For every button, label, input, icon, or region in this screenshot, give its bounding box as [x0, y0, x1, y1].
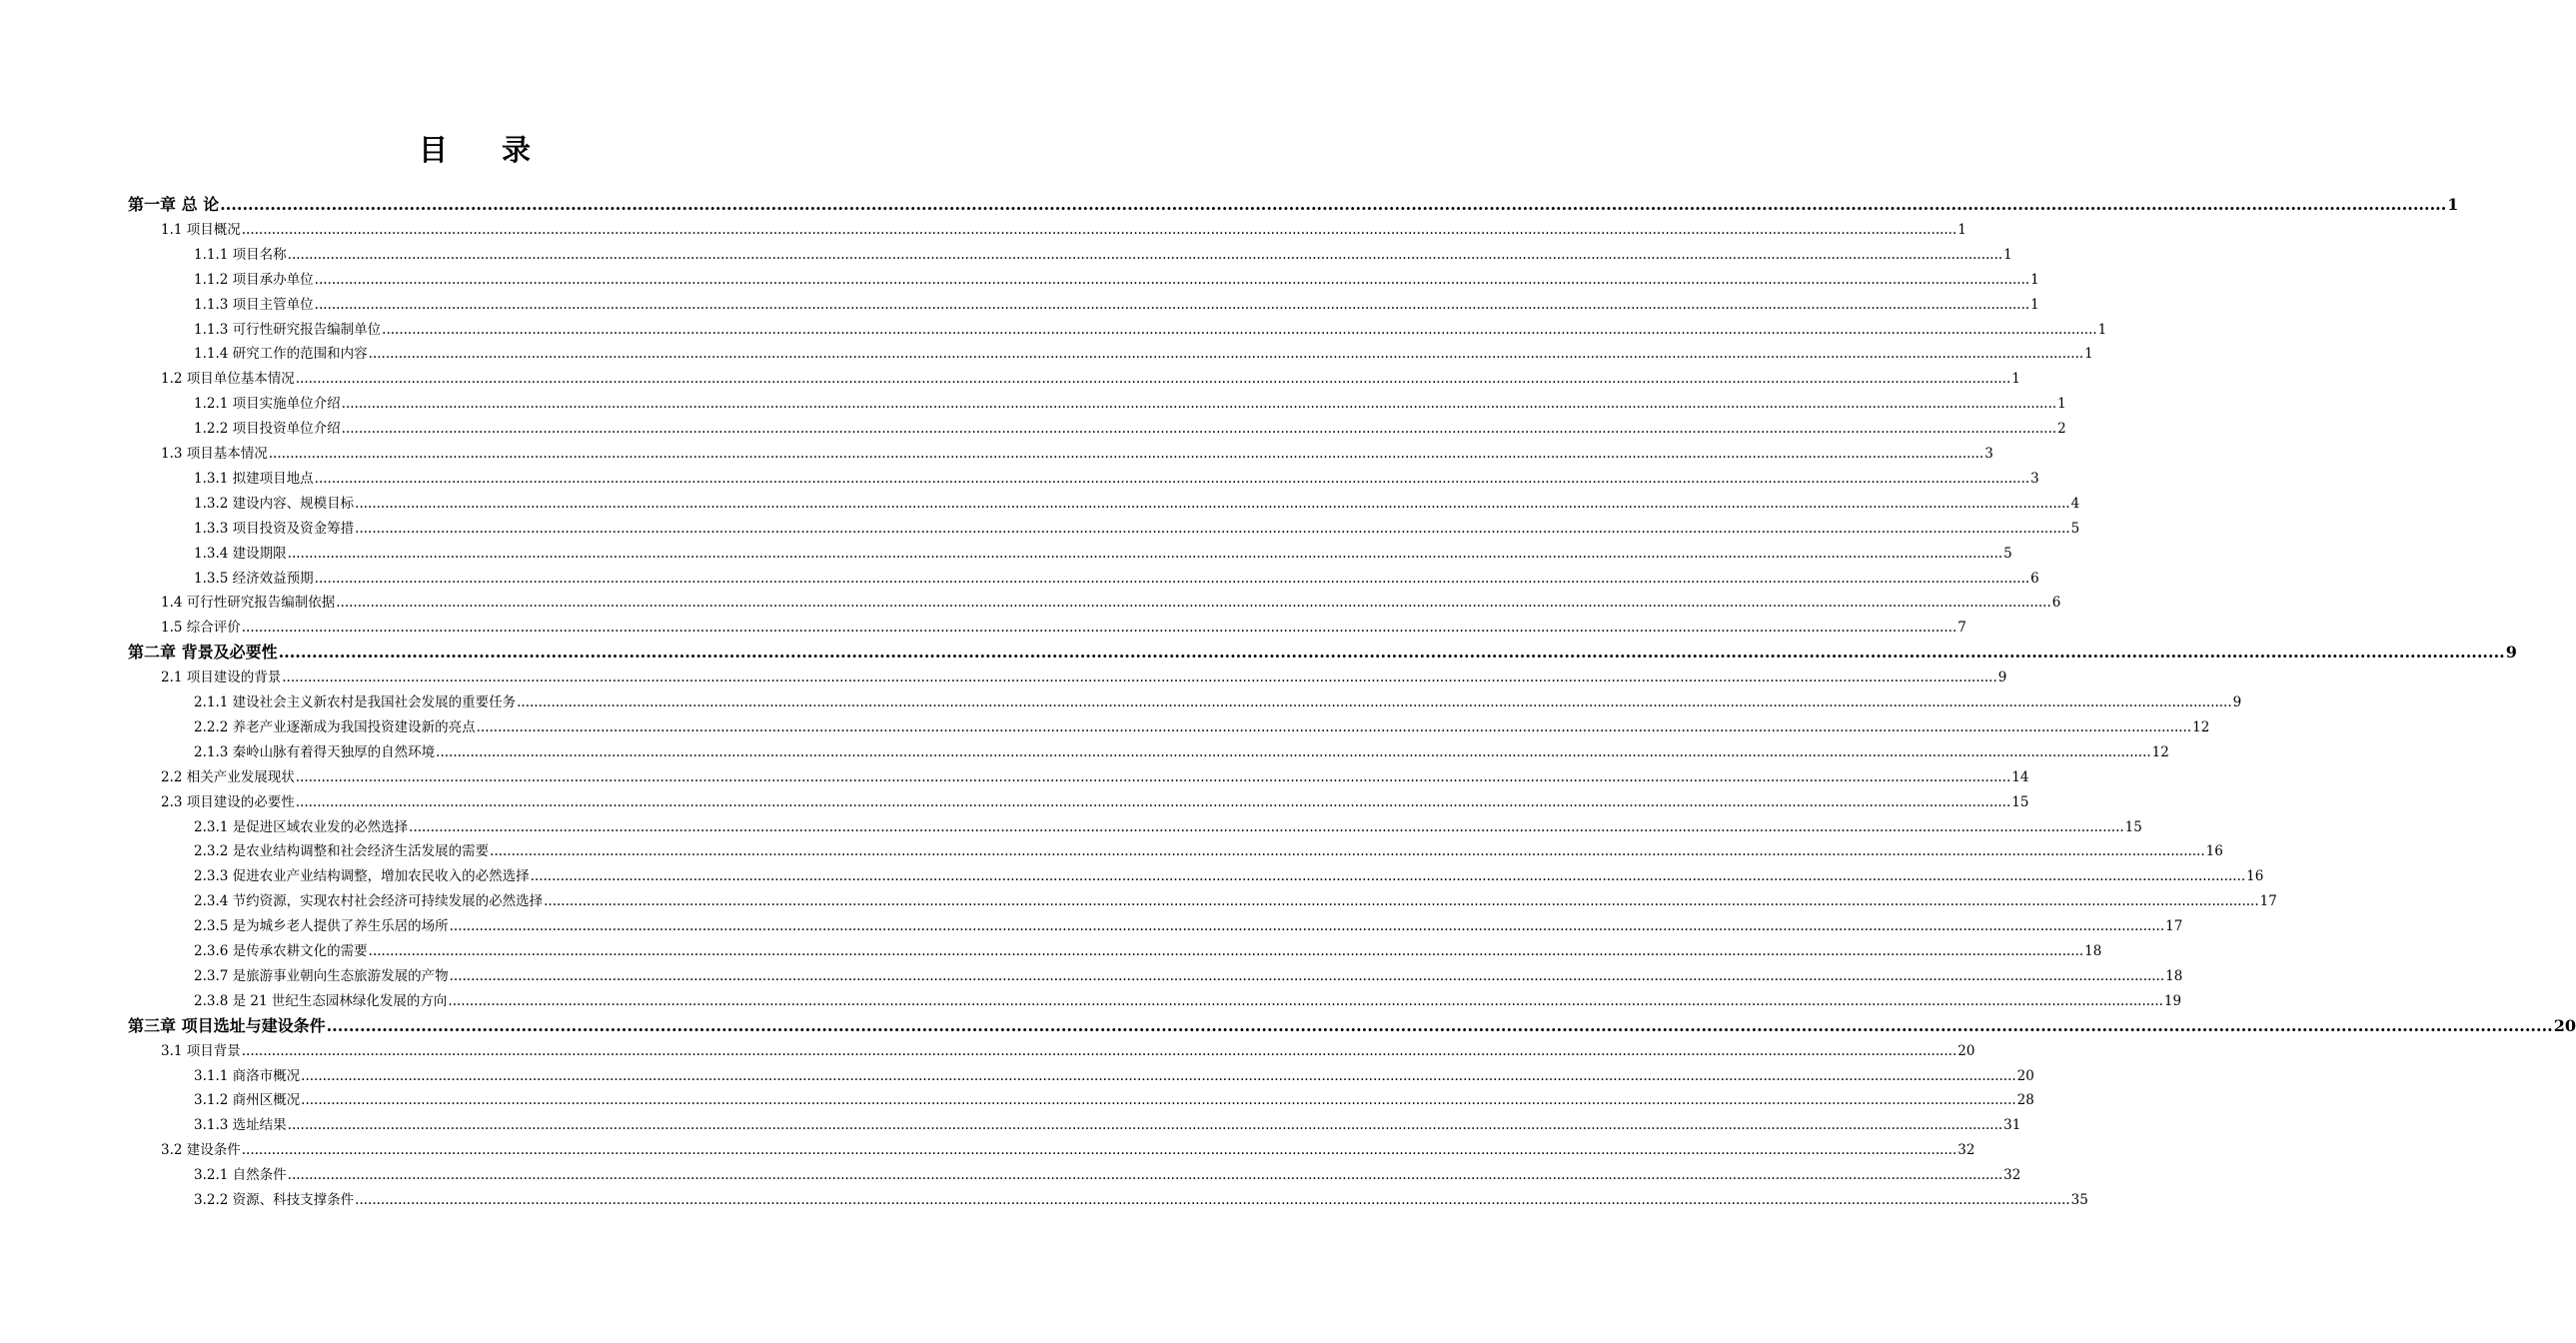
toc-dot-leader: ................................................................................................................................................................................................................................................................................................................................................................................................................ — [449, 918, 2165, 935]
toc-chapter-entry[interactable] — [128, 641, 2517, 665]
toc-section-entry[interactable] — [194, 964, 2183, 988]
toc-section-entry[interactable] — [194, 1064, 2034, 1088]
toc-section-entry[interactable] — [161, 218, 1966, 242]
toc-entry-label: 3.1.2 商州区概况 — [194, 1092, 301, 1109]
toc-entry-label: 1.1.3 项目主管单位 — [194, 296, 314, 313]
toc-entry-page-number: 1 — [2084, 346, 2093, 363]
toc-entry-label: 3.2.2 资源、科技支撑条件 — [194, 1192, 355, 1208]
toc-entry-page-number: 4 — [2070, 495, 2080, 512]
toc-section-entry[interactable] — [194, 864, 2264, 888]
toc-section-entry[interactable] — [194, 342, 2093, 366]
toc-dot-leader: ................................................................................................................................................................................................................................................................................................................................................................................................................ — [287, 545, 2003, 562]
toc-section-entry[interactable] — [194, 1188, 2088, 1212]
toc-section-entry[interactable] — [194, 939, 2102, 963]
toc-section-entry[interactable] — [161, 367, 2020, 391]
toc-title: 目 录 — [418, 133, 554, 167]
toc-entry-page-number: 20 — [2016, 1067, 2034, 1084]
toc-entry-label: 第一章 总 论 — [128, 195, 220, 214]
toc-dot-leader: ................................................................................................................................................................................................................................................................................................................................................................................................................ — [295, 793, 2011, 810]
toc-section-entry[interactable] — [161, 790, 2029, 814]
toc-entry-page-number: 3 — [2030, 470, 2039, 487]
toc-entry-label: 1.3 项目基本情况 — [161, 446, 268, 462]
toc-dot-leader: ................................................................................................................................................................................................................................................................................................................................................................................................................ — [287, 1117, 2003, 1134]
toc-section-entry[interactable] — [194, 392, 2066, 416]
toc-entry-page-number: 1 — [2030, 271, 2039, 288]
toc-entry-label: 1.1 项目概况 — [161, 221, 241, 238]
toc-entry-page-number: 9 — [1997, 670, 2007, 686]
toc-entry-label: 2.3 项目建设的必要性 — [161, 793, 295, 810]
toc-dot-leader: ................................................................................................................................................................................................................................................................................................................................................................................................................ — [287, 246, 2003, 263]
toc-section-entry[interactable] — [194, 417, 2066, 441]
toc-entry-page-number: 7 — [1957, 620, 1966, 637]
toc-dot-leader: ................................................................................................................................................................................................................................................................................................................................................................................................................ — [326, 1015, 2553, 1035]
toc-entry-label: 1.1.4 研究工作的范围和内容 — [194, 346, 368, 363]
toc-entry-label: 2.3.5 是为城乡老人提供了养生乐居的场所 — [194, 918, 449, 935]
toc-section-entry[interactable] — [194, 989, 2182, 1013]
toc-entry-page-number: 28 — [2016, 1092, 2034, 1109]
toc-dot-leader: ................................................................................................................................................................................................................................................................................................................................................................................................................ — [295, 371, 2011, 388]
toc-entry-page-number: 1 — [2447, 195, 2459, 214]
toc-dot-leader: ................................................................................................................................................................................................................................................................................................................................................................................................................ — [448, 992, 2163, 1009]
toc-entry-label: 2.3.4 节约资源，实现农村社会经济可持续发展的必然选择 — [194, 893, 544, 910]
toc-dot-leader: ................................................................................................................................................................................................................................................................................................................................................................................................................ — [268, 446, 1984, 462]
toc-section-entry[interactable] — [161, 591, 2061, 615]
toc-section-entry[interactable] — [194, 542, 2012, 566]
toc-dot-leader: ................................................................................................................................................................................................................................................................................................................................................................................................................ — [314, 470, 2030, 487]
toc-entry-page-number: 14 — [2011, 768, 2029, 785]
toc-section-entry[interactable] — [194, 914, 2183, 938]
toc-section-entry[interactable] — [194, 243, 2012, 267]
toc-dot-leader: ................................................................................................................................................................................................................................................................................................................................................................................................................ — [282, 670, 1997, 686]
toc-entry-page-number: 12 — [2151, 743, 2169, 760]
toc-entry-page-number: 1 — [1957, 221, 1966, 238]
toc-entry-page-number: 15 — [2124, 818, 2142, 835]
toc-entry-label: 2.2 相关产业发展现状 — [161, 768, 295, 785]
toc-section-entry[interactable] — [161, 666, 2007, 689]
toc-dot-leader: ................................................................................................................................................................................................................................................................................................................................................................................................................ — [278, 643, 2505, 663]
toc-entry-page-number: 15 — [2011, 793, 2029, 810]
toc-entry-label: 2.1.1 建设社会主义新农村是我国社会发展的重要任务 — [194, 694, 517, 710]
toc-entry-label: 1.2.1 项目实施单位介绍 — [194, 396, 341, 413]
toc-dot-leader: ................................................................................................................................................................................................................................................................................................................................................................................................................ — [314, 296, 2030, 313]
toc-entry-label: 1.4 可行性研究报告编制依据 — [161, 595, 336, 612]
toc-section-entry[interactable] — [194, 690, 2242, 714]
toc-dot-leader: ................................................................................................................................................................................................................................................................................................................................................................................................................ — [314, 570, 2030, 587]
toc-entry-label: 2.1 项目建设的背景 — [161, 670, 282, 686]
toc-dot-leader: ................................................................................................................................................................................................................................................................................................................................................................................................................ — [287, 1167, 2003, 1184]
toc-section-entry[interactable] — [161, 1138, 1975, 1162]
toc-dot-leader: ................................................................................................................................................................................................................................................................................................................................................................................................................ — [476, 718, 2192, 735]
toc-entry-page-number: 1 — [2030, 296, 2039, 313]
toc-entry-label: 1.5 综合评价 — [161, 620, 241, 637]
toc-entry-page-number: 5 — [2070, 520, 2080, 537]
toc-dot-leader: ................................................................................................................................................................................................................................................................................................................................................................................................................ — [314, 271, 2030, 288]
toc-entry-page-number: 20 — [1957, 1042, 1975, 1059]
toc-entry-page-number: 1 — [2003, 246, 2012, 263]
toc-entry-label: 1.1.3 可行性研究报告编制单位 — [194, 321, 382, 338]
toc-dot-leader: ................................................................................................................................................................................................................................................................................................................................................................................................................ — [382, 321, 2097, 338]
toc-dot-leader: ................................................................................................................................................................................................................................................................................................................................................................................................................ — [336, 595, 2051, 612]
toc-entry-label: 2.3.1 是促进区域农业发的必然选择 — [194, 818, 409, 835]
toc-dot-leader: ................................................................................................................................................................................................................................................................................................................................................................................................................ — [355, 495, 2070, 512]
toc-entry-label: 2.3.6 是传承农耕文化的需要 — [194, 943, 368, 959]
toc-dot-leader: ................................................................................................................................................................................................................................................................................................................................................................................................................ — [436, 743, 2151, 760]
toc-entry-label: 1.3.3 项目投资及资金筹措 — [194, 520, 355, 537]
toc-section-entry[interactable] — [161, 1039, 1975, 1063]
toc-section-entry[interactable] — [161, 765, 2029, 789]
toc-dot-leader: ................................................................................................................................................................................................................................................................................................................................................................................................................ — [341, 396, 2057, 413]
toc-chapter-entry[interactable] — [128, 1014, 2576, 1038]
toc-section-entry[interactable] — [161, 616, 1966, 640]
toc-dot-leader: ................................................................................................................................................................................................................................................................................................................................................................................................................ — [301, 1067, 2016, 1084]
toc-dot-leader: ................................................................................................................................................................................................................................................................................................................................................................................................................ — [301, 1092, 2016, 1109]
toc-entry-page-number: 9 — [2232, 694, 2242, 710]
toc-dot-leader: ................................................................................................................................................................................................................................................................................................................................................................................................................ — [355, 520, 2070, 537]
toc-dot-leader: ................................................................................................................................................................................................................................................................................................................................................................................................................ — [409, 818, 2124, 835]
toc-entry-page-number: 16 — [2246, 868, 2264, 885]
toc-entry-label: 2.3.7 是旅游事业朝向生态旅游发展的产物 — [194, 967, 449, 984]
toc-entry-label: 3.1.3 选址结果 — [194, 1117, 287, 1134]
toc-dot-leader: ................................................................................................................................................................................................................................................................................................................................................................................................................ — [241, 221, 1957, 238]
toc-entry-page-number: 5 — [2003, 545, 2012, 562]
toc-dot-leader: ................................................................................................................................................................................................................................................................................................................................................................................................................ — [368, 346, 2084, 363]
toc-entry-label: 1.3.2 建设内容、规模目标 — [194, 495, 355, 512]
toc-entry-page-number: 35 — [2070, 1192, 2088, 1208]
toc-entry-label: 1.2 项目单位基本情况 — [161, 371, 295, 388]
toc-entry-label: 1.3.4 建设期限 — [194, 545, 287, 562]
toc-entry-page-number: 9 — [2505, 643, 2517, 663]
toc-section-entry[interactable] — [194, 567, 2039, 591]
toc-entry-page-number: 31 — [2003, 1117, 2021, 1134]
toc-dot-leader: ................................................................................................................................................................................................................................................................................................................................................................................................................ — [530, 868, 2246, 885]
toc-entry-page-number: 19 — [2163, 992, 2182, 1009]
toc-section-entry[interactable] — [194, 740, 2169, 764]
toc-section-entry[interactable] — [194, 268, 2039, 292]
toc-section-entry[interactable] — [194, 1113, 2021, 1137]
toc-dot-leader: ................................................................................................................................................................................................................................................................................................................................................................................................................ — [341, 421, 2057, 438]
toc-entry-page-number: 6 — [2051, 595, 2061, 612]
toc-entry-label: 第二章 背景及必要性 — [128, 643, 278, 663]
toc-entry-label: 1.3.5 经济效益预期 — [194, 570, 314, 587]
toc-section-entry[interactable] — [194, 318, 2107, 342]
toc-dot-leader: ................................................................................................................................................................................................................................................................................................................................................................................................................ — [517, 694, 2232, 710]
toc-entry-label: 2.3.2 是农业结构调整和社会经济生活发展的需要 — [194, 843, 490, 860]
toc-dot-leader: ................................................................................................................................................................................................................................................................................................................................................................................................................ — [449, 967, 2165, 984]
toc-dot-leader: ................................................................................................................................................................................................................................................................................................................................................................................................................ — [295, 768, 2011, 785]
toc-section-entry[interactable] — [194, 293, 2039, 317]
toc-entry-page-number: 1 — [2097, 321, 2107, 338]
toc-entry-page-number: 2 — [2057, 421, 2066, 438]
toc-entry-page-number: 12 — [2192, 718, 2210, 735]
toc-section-entry[interactable] — [194, 839, 2223, 863]
toc-section-entry[interactable] — [161, 442, 1993, 466]
toc-entry-page-number: 32 — [1957, 1142, 1975, 1159]
toc-section-entry[interactable] — [194, 517, 2080, 541]
toc-entry-label: 1.3.1 拟建项目地点 — [194, 470, 314, 487]
toc-section-entry[interactable] — [194, 467, 2039, 491]
toc-dot-leader: ................................................................................................................................................................................................................................................................................................................................................................................................................ — [241, 620, 1957, 637]
toc-dot-leader: ................................................................................................................................................................................................................................................................................................................................................................................................................ — [490, 843, 2205, 860]
toc-entry-page-number: 1 — [2011, 371, 2020, 388]
toc-entry-label: 2.3.8 是 21 世纪生态园林绿化发展的方向 — [194, 992, 448, 1009]
toc-entry-label: 3.1 项目背景 — [161, 1042, 241, 1059]
toc-dot-leader: ................................................................................................................................................................................................................................................................................................................................................................................................................ — [220, 195, 2447, 214]
toc-section-entry[interactable] — [194, 815, 2142, 839]
toc-entry-page-number: 18 — [2165, 967, 2183, 984]
toc-entry-label: 1.1.2 项目承办单位 — [194, 271, 314, 288]
toc-entry-page-number: 16 — [2205, 843, 2223, 860]
toc-entry-label: 3.2 建设条件 — [161, 1142, 241, 1159]
toc-section-entry[interactable] — [194, 715, 2210, 739]
toc-dot-leader: ................................................................................................................................................................................................................................................................................................................................................................................................................ — [368, 943, 2084, 959]
toc-entry-label: 1.1.1 项目名称 — [194, 246, 287, 263]
toc-entry-label: 3.1.1 商洛市概况 — [194, 1067, 301, 1084]
toc-entry-label: 2.1.3 秦岭山脉有着得天独厚的自然环境 — [194, 743, 436, 760]
toc-section-entry[interactable] — [194, 1163, 2021, 1187]
toc-entry-page-number: 3 — [1984, 446, 1993, 462]
toc-entry-label: 1.2.2 项目投资单位介绍 — [194, 421, 341, 438]
toc-section-entry[interactable] — [194, 889, 2277, 913]
toc-entry-page-number: 32 — [2003, 1167, 2021, 1184]
toc-chapter-entry[interactable] — [128, 193, 2459, 217]
toc-entry-page-number: 1 — [2057, 396, 2066, 413]
toc-entry-page-number: 17 — [2259, 893, 2277, 910]
toc-dot-leader: ................................................................................................................................................................................................................................................................................................................................................................................................................ — [544, 893, 2259, 910]
toc-section-entry[interactable] — [194, 1088, 2034, 1112]
toc-entry-page-number: 18 — [2084, 943, 2102, 959]
toc-section-entry[interactable] — [194, 492, 2080, 516]
toc-entry-label: 3.2.1 自然条件 — [194, 1167, 287, 1184]
toc-entry-label: 2.3.3 促进农业产业结构调整，增加农民收入的必然选择 — [194, 868, 530, 885]
toc-entry-label: 第三章 项目选址与建设条件 — [128, 1015, 326, 1035]
toc-dot-leader: ................................................................................................................................................................................................................................................................................................................................................................................................................ — [355, 1192, 2070, 1208]
toc-dot-leader: ................................................................................................................................................................................................................................................................................................................................................................................................................ — [241, 1042, 1957, 1059]
toc-entry-page-number: 20 — [2553, 1015, 2576, 1035]
toc-entry-page-number: 17 — [2165, 918, 2183, 935]
toc-dot-leader: ................................................................................................................................................................................................................................................................................................................................................................................................................ — [241, 1142, 1957, 1159]
toc-entry-page-number: 6 — [2030, 570, 2039, 587]
toc-entry-label: 2.2.2 养老产业逐渐成为我国投资建设新的亮点 — [194, 718, 476, 735]
